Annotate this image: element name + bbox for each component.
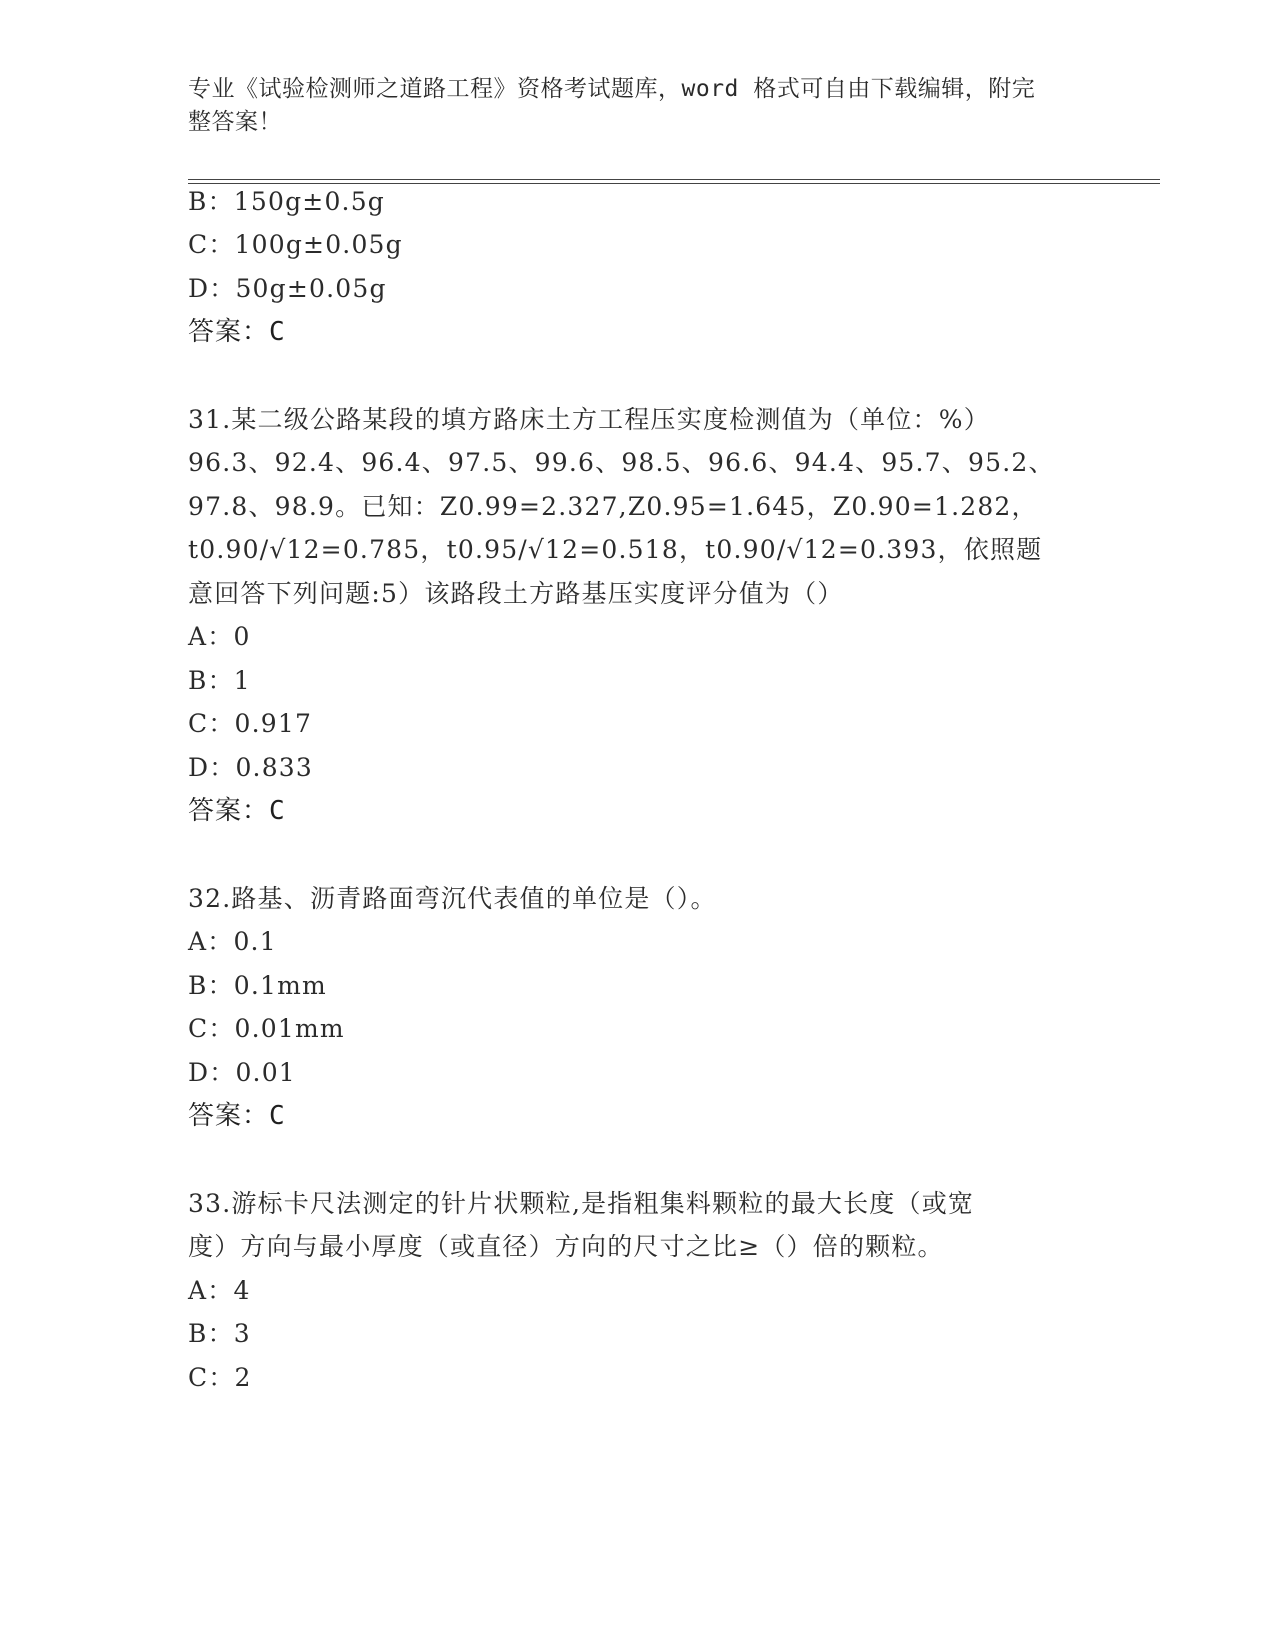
- q31-option-a: A：0: [188, 622, 251, 651]
- answer-value: C: [269, 796, 286, 826]
- q31-answer: [188, 795, 1088, 827]
- q30-option-c: C：100g±0.05g: [188, 230, 403, 259]
- q33-option-c: C：2: [188, 1363, 252, 1392]
- q30-option-b: B：150g±0.5g: [188, 187, 386, 216]
- answer-value: C: [269, 1101, 286, 1131]
- header-divider-top: [188, 179, 1160, 180]
- q31-stem-line-1: 31.某二级公路某段的填方路床土方工程压实度检测值为（单位：%）: [188, 405, 990, 434]
- answer-label: 答案：: [188, 317, 270, 347]
- q31-option-d: D：0.833: [188, 753, 314, 782]
- q30-option-d: D：50g±0.05g: [188, 274, 387, 303]
- q31-option-b: B：1: [188, 666, 251, 695]
- answer-label: 答案：: [188, 1101, 270, 1131]
- q32-option-a: A：0.1: [188, 927, 277, 956]
- header-divider-bottom: [188, 183, 1160, 184]
- answer-value: C: [269, 317, 286, 347]
- q32-stem: 32.路基、沥青路面弯沉代表值的单位是（）。: [188, 884, 717, 913]
- header-line-2: 整答案！: [188, 109, 282, 135]
- q31-stem-line-4: t0.90/√12=0.785，t0.95/√12=0.518，t0.90/√12=0.393，依照题: [188, 535, 1043, 564]
- q32-option-d: D：0.01: [188, 1058, 296, 1087]
- q32-option-c: C：0.01mm: [188, 1014, 345, 1043]
- q33-stem-line-2: 度）方向与最小厚度（或直径）方向的尺寸之比≥（）倍的颗粒。: [188, 1232, 944, 1261]
- q33-option-a: A：4: [188, 1276, 251, 1305]
- q30-answer: [188, 316, 1088, 348]
- q33-stem-line-1: 33.游标卡尺法测定的针片状颗粒,是指粗集料颗粒的最大长度（或宽: [188, 1189, 975, 1218]
- q31-option-c: C：0.917: [188, 709, 313, 738]
- q33-option-b: B：3: [188, 1319, 251, 1348]
- q32-option-b: B：0.1mm: [188, 971, 327, 1000]
- q32-answer: [188, 1100, 1088, 1132]
- q31-stem-line-2: 96.3、92.4、96.4、97.5、99.6、98.5、96.6、94.4、95.7、95.2、: [188, 448, 1055, 477]
- header-line-1: 专业《试验检测师之道路工程》资格考试题库，word 格式可自由下载编辑，附完: [188, 76, 1036, 102]
- document-header: [188, 73, 1068, 139]
- q31-stem-line-5: 意回答下列问题:5）该路段土方路基压实度评分值为（）: [188, 579, 844, 608]
- answer-label: 答案：: [188, 796, 270, 826]
- q31-stem-line-3: 97.8、98.9。已知：Z0.99=2.327,Z0.95=1.645，Z0.90=1.282，: [188, 492, 1038, 521]
